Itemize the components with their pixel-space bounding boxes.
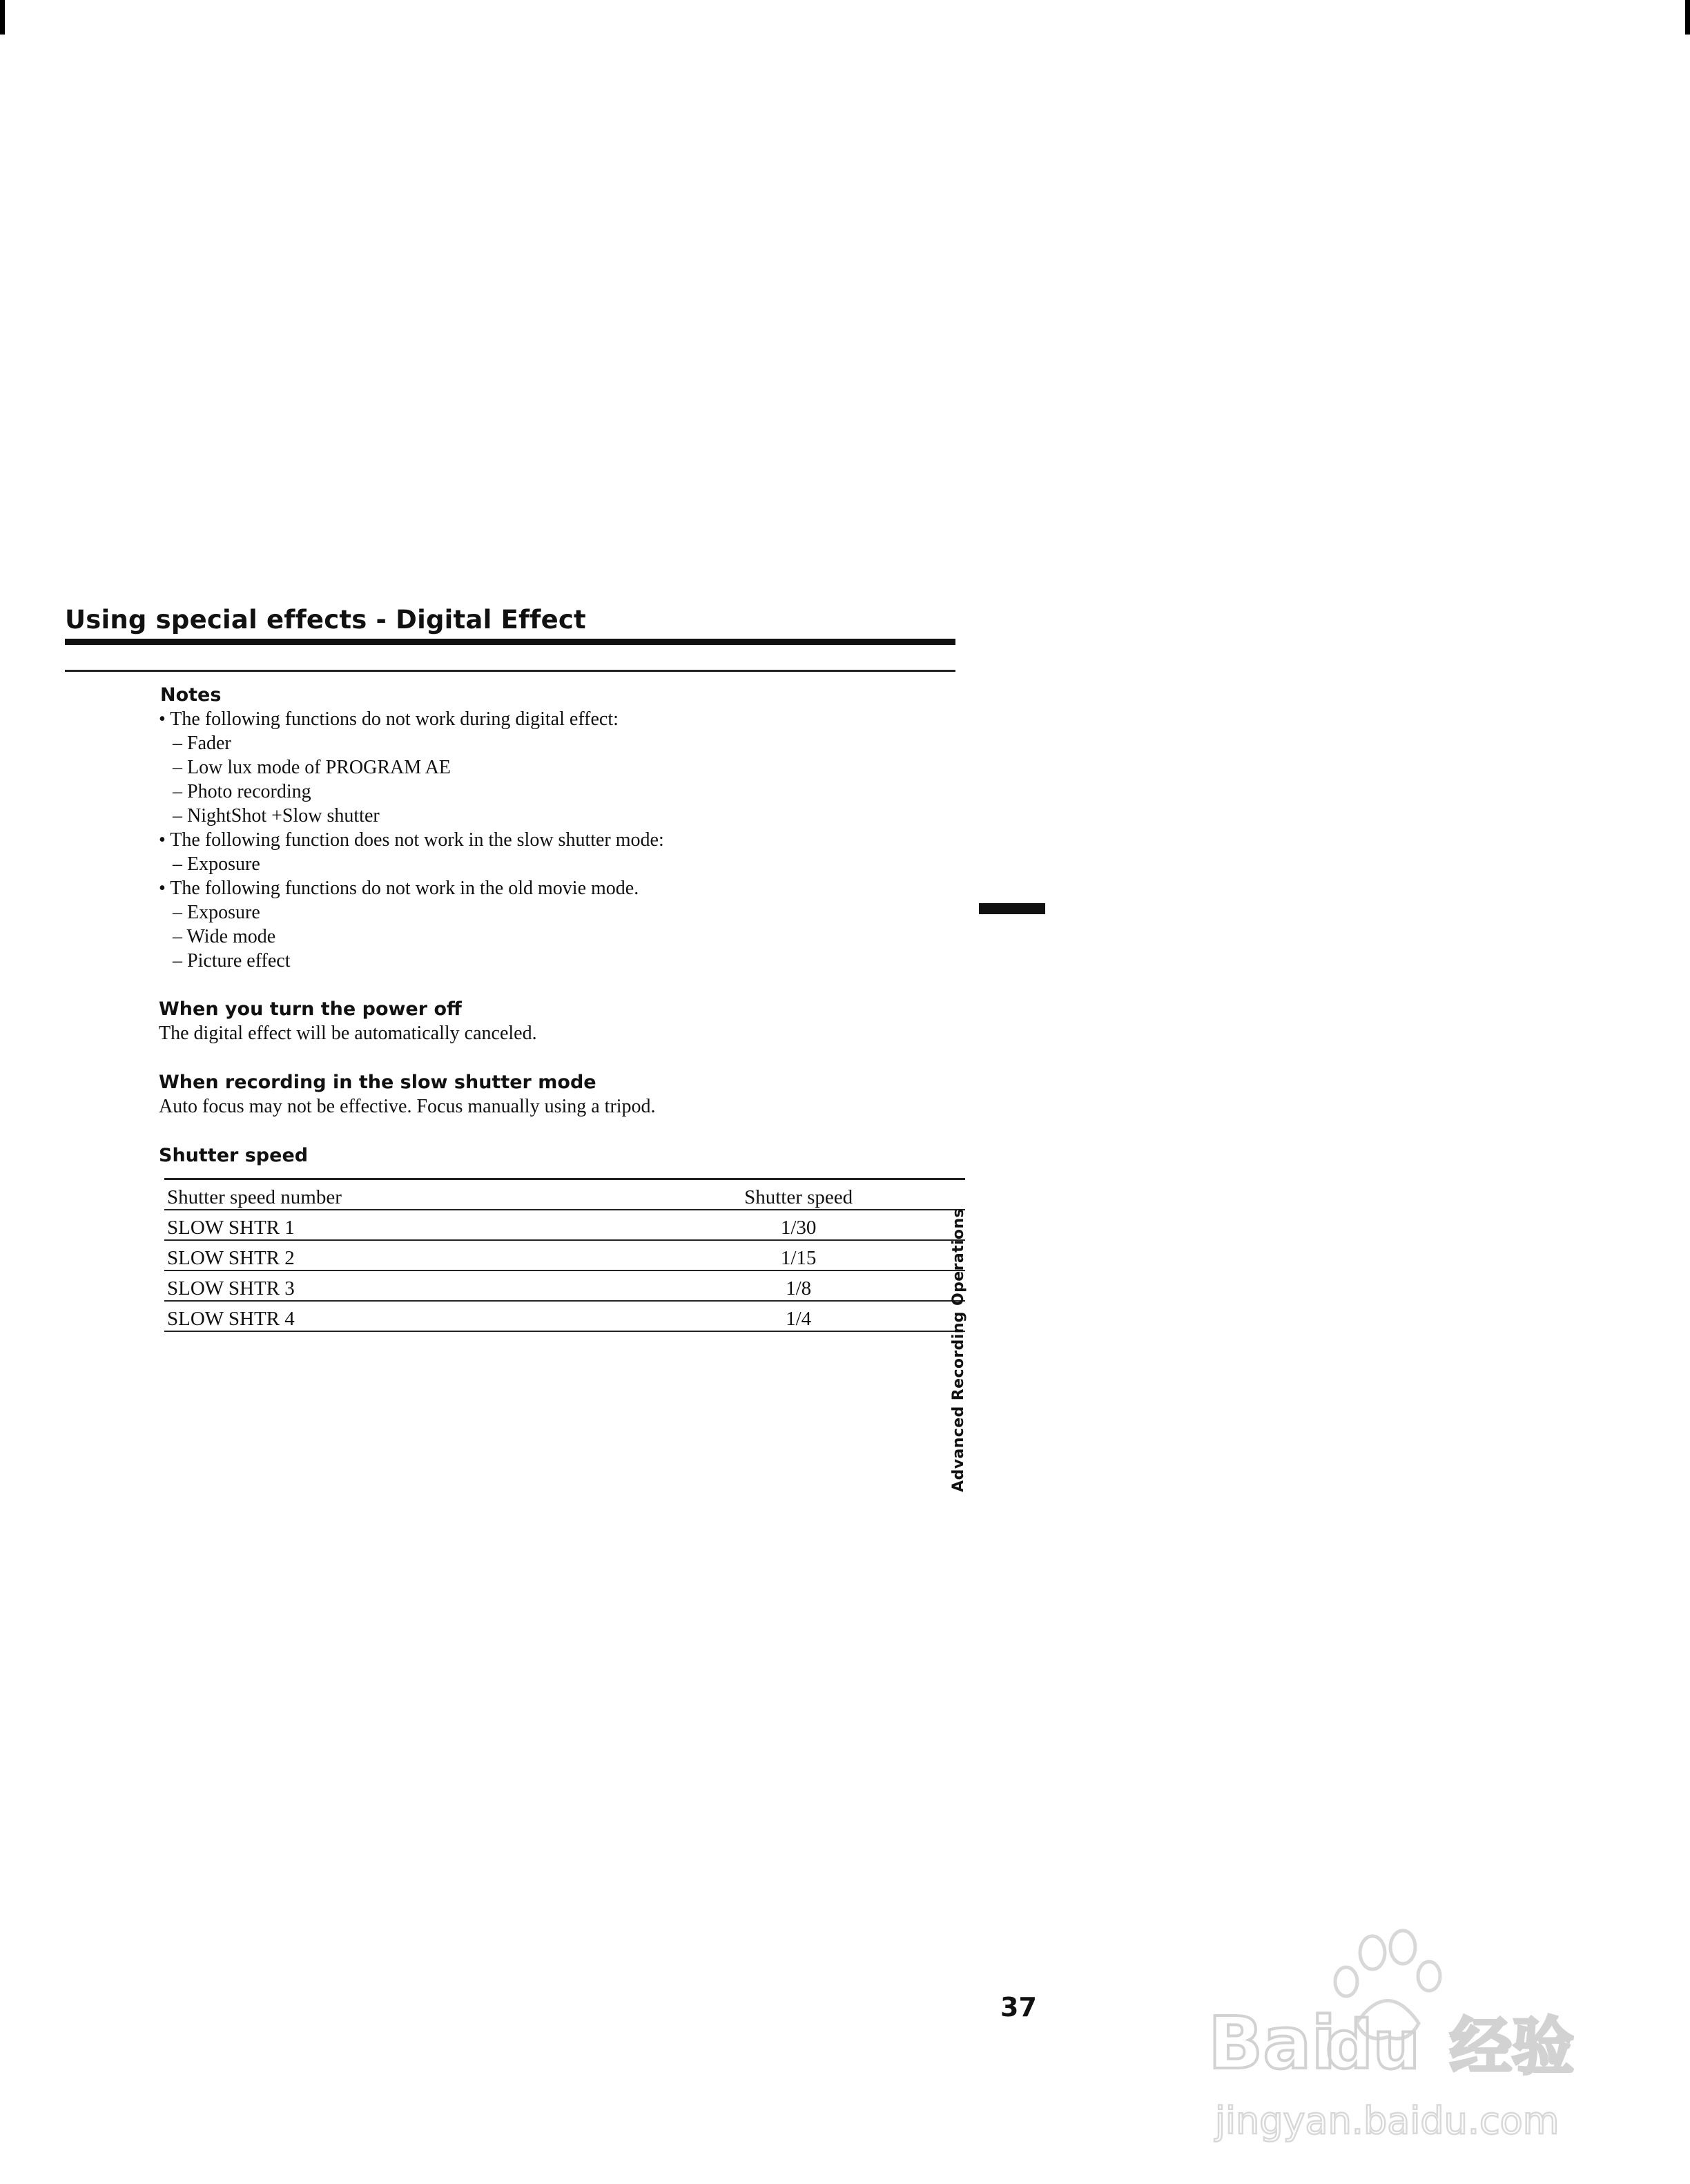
side-tab-label-text: Advanced Recording Operations [950, 1208, 967, 1492]
note-bullet: • The following functions do not work in the old movie mode. [159, 878, 639, 899]
left-edge-mark [0, 0, 5, 35]
table-cell: SLOW SHTR 2 [164, 1240, 517, 1270]
notes-heading: Notes [160, 684, 222, 706]
note-item: – Wide mode [173, 926, 276, 947]
watermark-url: jingyan.baidu.com [1215, 2099, 1560, 2143]
column-header: Shutter speed number [164, 1179, 517, 1210]
notes-group-3 [159, 876, 960, 973]
table-row [164, 1210, 965, 1240]
notes-group-1 [159, 707, 960, 828]
notes-group-2 [159, 828, 960, 876]
notes-content [159, 684, 960, 1168]
table-cell: 1/4 [517, 1301, 965, 1331]
table-row [164, 1301, 965, 1331]
note-item: – NightShot +Slow shutter [173, 805, 380, 827]
column-header: Shutter speed [517, 1179, 965, 1210]
side-tab-label [950, 1208, 967, 1492]
table-cell: SLOW SHTR 3 [164, 1270, 517, 1301]
table-cell: 1/30 [517, 1210, 965, 1240]
table-row [164, 1240, 965, 1270]
table-header-row [164, 1179, 965, 1210]
page-number: 37 [1000, 1992, 1037, 2022]
table-cell: SLOW SHTR 1 [164, 1210, 517, 1240]
note-item: – Exposure [173, 902, 260, 923]
note-item: – Fader [173, 733, 231, 754]
slow-shutter-text: Auto focus may not be effective. Focus manually using a tripod. [159, 1096, 656, 1117]
note-bullet: • The following function does not work in the slow shutter mode: [159, 829, 664, 851]
right-edge-mark [1685, 0, 1690, 35]
table-cell: SLOW SHTR 4 [164, 1301, 517, 1331]
watermark-brand-2: du [1325, 2007, 1421, 2084]
power-off-heading: When you turn the power off [159, 998, 462, 1020]
shutter-speed-table [164, 1178, 965, 1332]
watermark-cn: 经验 [1450, 2011, 1574, 2083]
table-row [164, 1270, 965, 1301]
shutter-table-heading: Shutter speed [159, 1145, 309, 1166]
watermark-brand: Bai [1208, 2001, 1337, 2085]
table-cell: 1/8 [517, 1270, 965, 1301]
note-item: – Exposure [173, 853, 260, 875]
heading-rule-thin [65, 670, 955, 672]
note-item: – Low lux mode of PROGRAM AE [173, 757, 451, 778]
note-bullet: • The following functions do not work during digital effect: [159, 708, 619, 730]
power-off-text: The digital effect will be automatically canceled. [159, 1023, 537, 1044]
section-heading: Using special effects - Digital Effect [65, 605, 586, 635]
slow-shutter-heading: When recording in the slow shutter mode [159, 1072, 596, 1093]
table-cell: 1/15 [517, 1240, 965, 1270]
baidu-watermark-logo [1201, 1926, 1602, 2161]
note-item: – Photo recording [173, 781, 311, 802]
side-tab-marker [979, 903, 1045, 914]
note-item: – Picture effect [173, 950, 291, 972]
heading-rule-thick [65, 639, 955, 645]
